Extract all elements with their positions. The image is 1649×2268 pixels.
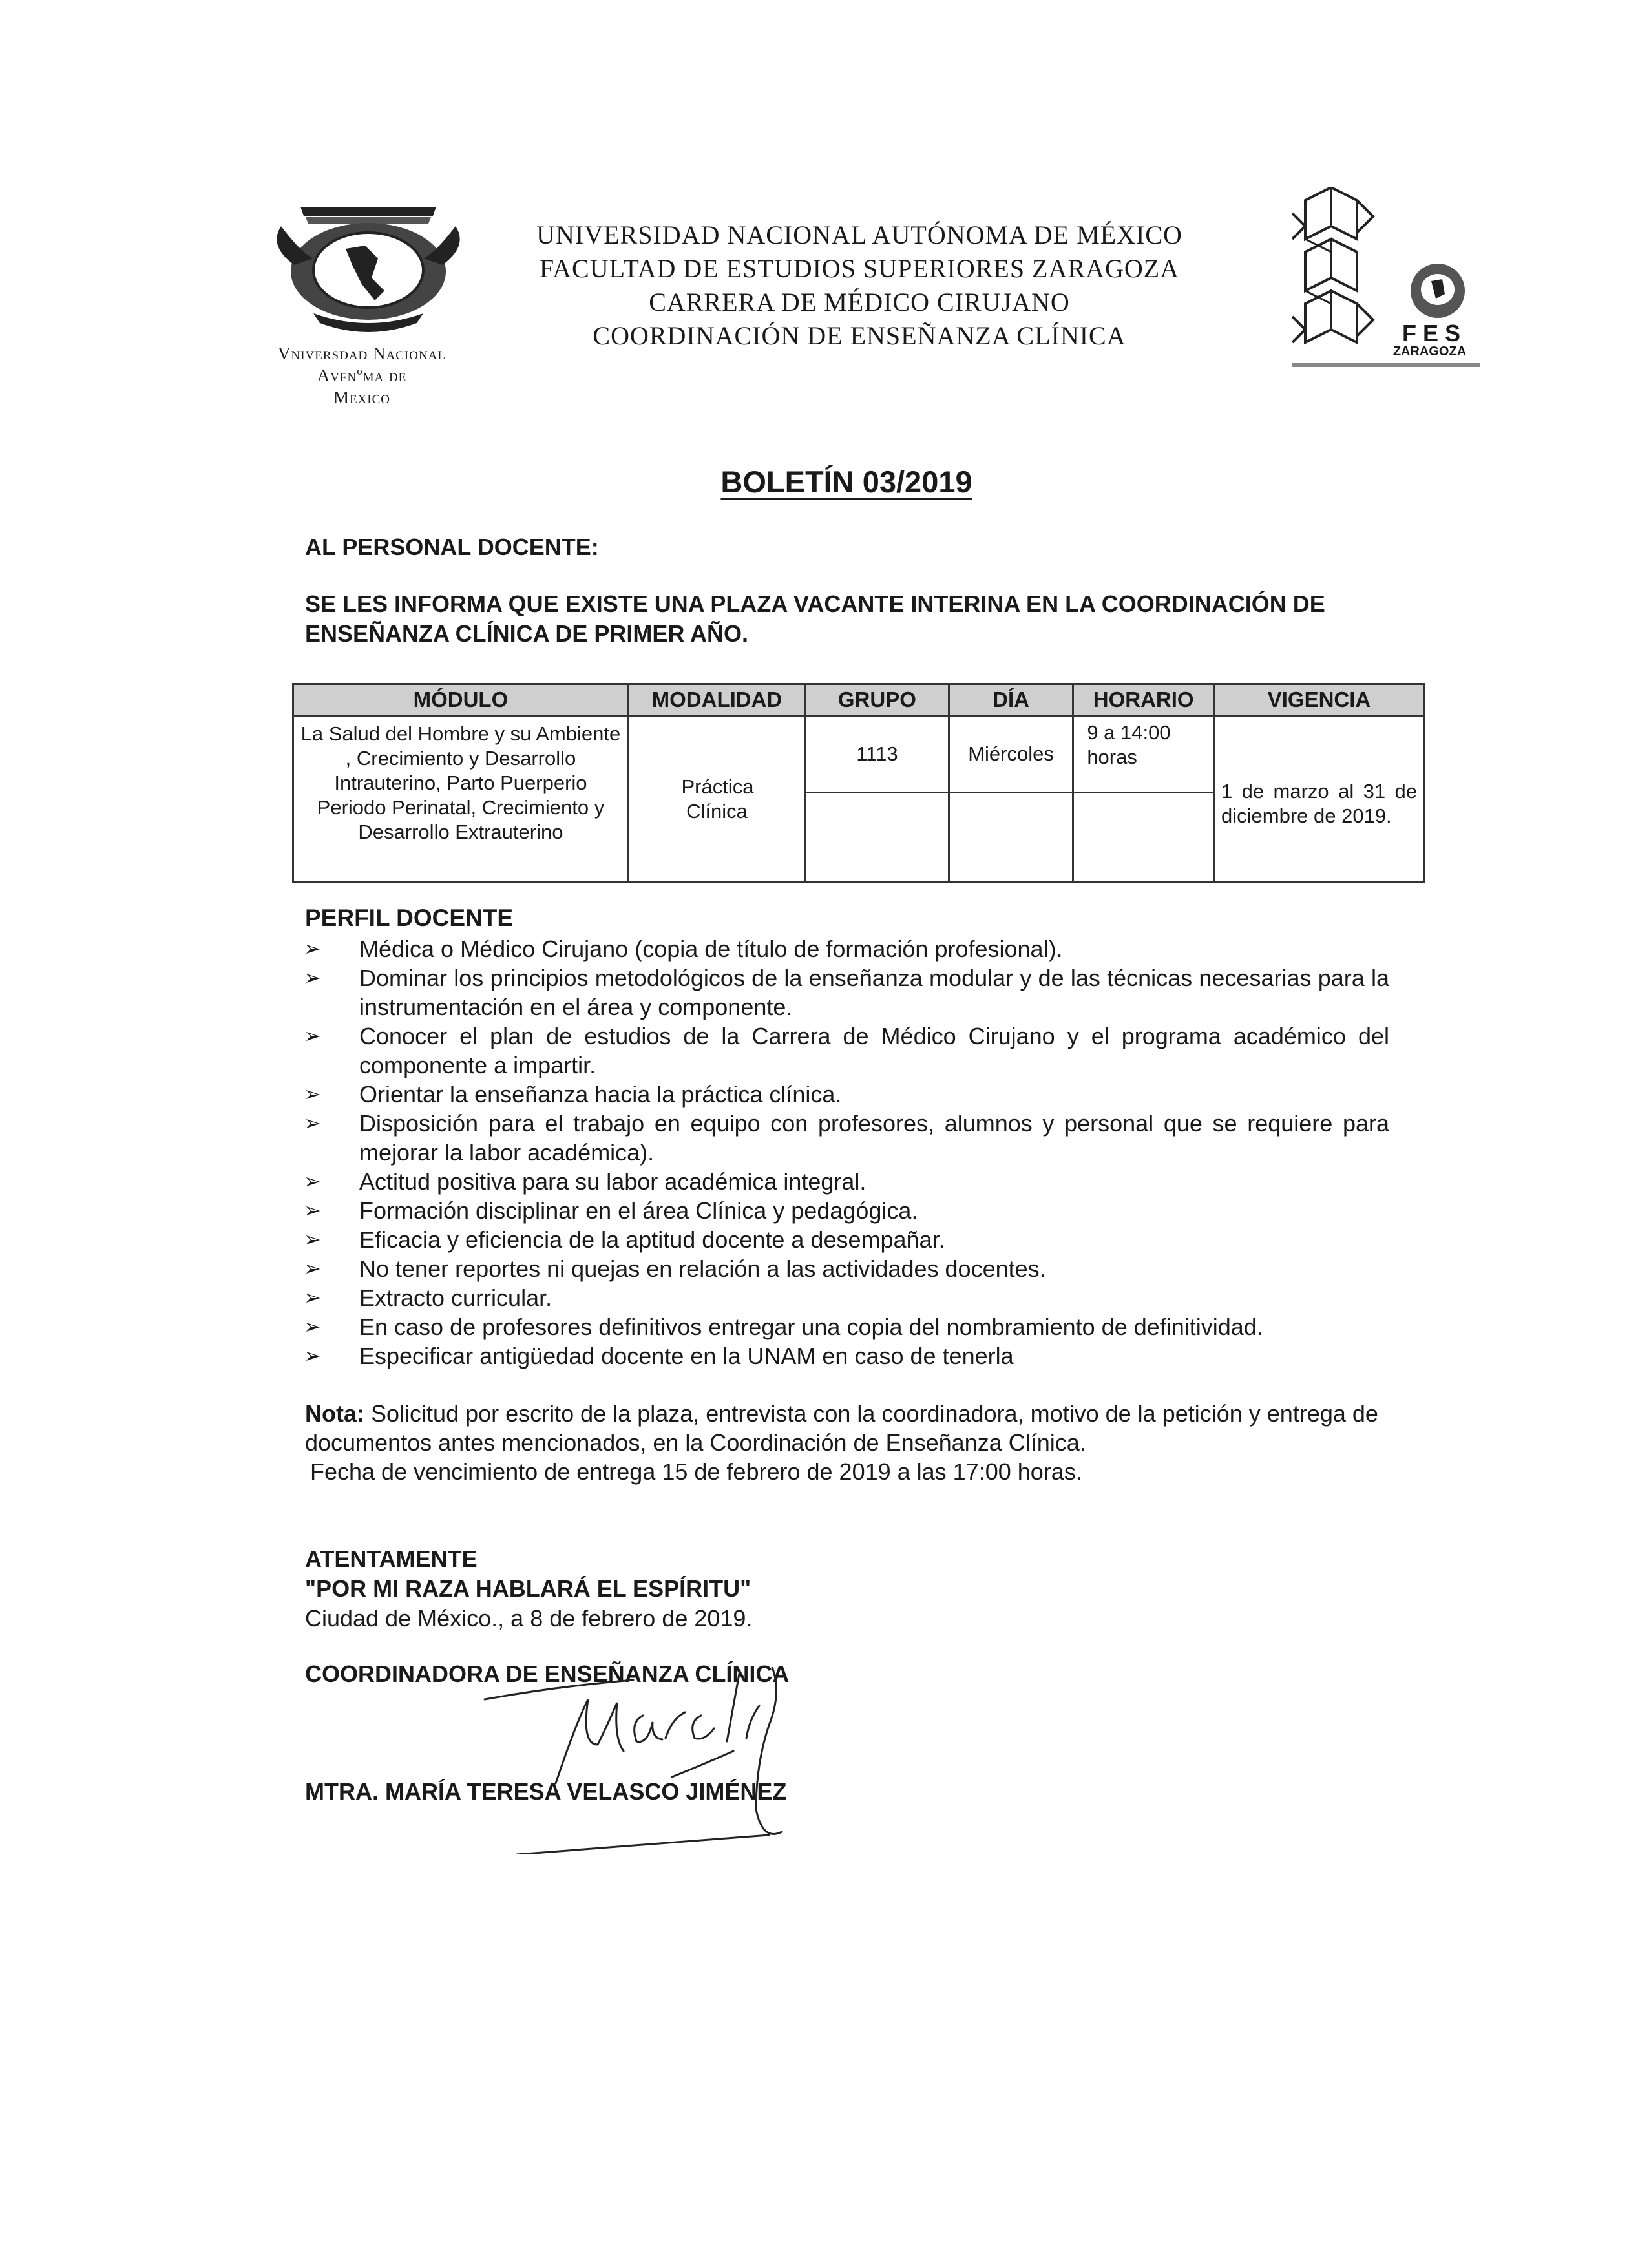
list-item-text: Extracto curricular.	[359, 1285, 552, 1311]
atentamente: ATENTAMENTE	[305, 1546, 478, 1572]
note-paragraph	[305, 1399, 1397, 1457]
header-line: COORDINACIÓN DE ENSEÑANZA CLÍNICA	[593, 321, 1126, 350]
lema: "POR MI RAZA HABLARÁ EL ESPÍRITU"	[305, 1575, 751, 1602]
note-deadline: Fecha de vencimiento de entrega 15 de febrero de 2019 a las 17:00 horas.	[310, 1458, 1082, 1485]
column-header-grupo: GRUPO	[806, 684, 949, 716]
zaragoza-label: ZARAGOZA	[1392, 344, 1467, 359]
cell-empty	[1073, 793, 1214, 883]
table-row	[293, 716, 1425, 793]
list-item-text: Conocer el plan de estudios de la Carrera de Médico Cirujano y el programa académico del componente a impartir.	[359, 1023, 1389, 1078]
bulletin-title: BOLETÍN 03/2019	[720, 465, 972, 499]
unam-motto	[246, 342, 478, 408]
list-item-text: Médica o Médico Cirujano (copia de título de formación profesional).	[359, 936, 1063, 962]
table-header-row	[293, 684, 1425, 716]
list-item-text: Actitud positiva para su labor académica integral.	[359, 1168, 867, 1195]
closing-block	[305, 1544, 752, 1633]
list-item	[304, 1109, 1389, 1167]
note-label: Nota:	[305, 1400, 364, 1427]
arrow-bullet-icon: ➢	[304, 937, 321, 960]
list-item	[304, 1254, 1389, 1283]
cell-empty	[949, 793, 1073, 883]
note-text: Solicitud por escrito de la plaza, entrevista con la coordinadora, motivo de la petición y entrega de documentos antes mencionados, en la Coordinación de Enseñanza Clínica.	[305, 1400, 1378, 1456]
cell-grupo: 1113	[806, 716, 949, 793]
column-header-vigencia: VIGENCIA	[1214, 684, 1425, 716]
arrow-bullet-icon: ➢	[304, 1344, 321, 1367]
place-date: Ciudad de México., a 8 de febrero de 2019.	[305, 1605, 753, 1632]
announcement: SE LES INFORMA QUE EXISTE UNA PLAZA VACANTE INTERINA EN LA COORDINACIÓN DE ENSEÑANZA CLÍNICA DE PRIMER AÑO.	[305, 591, 1325, 647]
cell-vigencia: 1 de marzo al 31 de diciembre de 2019.	[1214, 716, 1425, 883]
header-line: CARRERA DE MÉDICO CIRUJANO	[649, 288, 1070, 317]
list-item	[304, 963, 1389, 1022]
arrow-bullet-icon: ➢	[304, 1024, 321, 1047]
fes-label: FES	[1402, 320, 1467, 346]
list-item-text: Especificar antigüedad docente en la UNAM en caso de tenerla	[359, 1343, 1014, 1369]
greeting: AL PERSONAL DOCENTE:	[305, 534, 599, 560]
cell-empty	[806, 793, 949, 883]
list-item-text: Orientar la enseñanza hacia la práctica clínica.	[359, 1081, 842, 1108]
vacancy-table	[292, 683, 1425, 883]
horario-text: 9 a 14:00 horas	[1087, 721, 1171, 768]
arrow-bullet-icon: ➢	[304, 1170, 321, 1193]
cell-horario	[1073, 716, 1214, 793]
signer-name: MTRA. MARÍA TERESA VELASCO JIMÉNEZ	[305, 1778, 787, 1805]
list-item	[304, 1196, 1389, 1225]
institution-header	[504, 218, 1215, 353]
list-item	[304, 1341, 1389, 1370]
column-header-modulo: MÓDULO	[293, 684, 629, 716]
list-item	[304, 934, 1389, 963]
modalidad-text: Práctica Clínica	[681, 775, 754, 823]
list-item-text: Dominar los principios metodológicos de la enseñanza modular y de las técnicas necesarias para la instrumentación en el área y componente.	[359, 965, 1389, 1020]
profile-list	[304, 934, 1389, 1370]
handwritten-signature	[478, 1667, 827, 1854]
cell-dia: Miércoles	[949, 716, 1073, 793]
list-item-text: Formación disciplinar en el área Clínica y pedagógica.	[359, 1197, 918, 1224]
motto-line: Mexico	[333, 388, 391, 407]
profile-title: PERFIL DOCENTE	[305, 905, 514, 931]
arrow-bullet-icon: ➢	[304, 1286, 321, 1309]
signer-title: COORDINADORA DE ENSEÑANZA CLÍNICA	[305, 1661, 790, 1687]
arrow-bullet-icon: ➢	[304, 1199, 321, 1222]
list-item	[304, 1080, 1389, 1109]
arrow-bullet-icon: ➢	[304, 1111, 321, 1135]
list-item-text: En caso de profesores definitivos entregar una copia del nombramiento de definitividad.	[359, 1314, 1263, 1340]
arrow-bullet-icon: ➢	[304, 1082, 321, 1106]
list-item	[304, 1312, 1389, 1341]
arrow-bullet-icon: ➢	[304, 1228, 321, 1251]
column-header-modalidad: MODALIDAD	[628, 684, 805, 716]
header-line: UNIVERSIDAD NACIONAL AUTÓNOMA DE MÉXICO	[536, 220, 1182, 249]
list-item-text: No tener reportes ni quejas en relación a las actividades docentes.	[359, 1255, 1046, 1282]
cell-modalidad	[628, 716, 805, 883]
motto-line: Avfnºma de	[317, 366, 407, 385]
list-item	[304, 1283, 1389, 1312]
column-header-dia: DÍA	[949, 684, 1073, 716]
fes-zaragoza-logo	[1292, 187, 1480, 375]
column-header-horario: HORARIO	[1073, 684, 1214, 716]
list-item	[304, 1167, 1389, 1196]
note-block	[305, 1399, 1397, 1486]
list-item-text: Eficacia y eficiencia de la aptitud docente a desempañar.	[359, 1226, 945, 1253]
cell-modulo: La Salud del Hombre y su Ambiente , Crecimiento y Desarrollo Intrauterino, Parto Puerperio Periodo Perinatal, Crecimiento y Desarrollo Extrauterino	[293, 716, 629, 883]
list-item-text: Disposición para el trabajo en equipo con profesores, alumnos y personal que se requiere para mejorar la labor académica).	[359, 1110, 1389, 1166]
list-item	[304, 1022, 1389, 1080]
arrow-bullet-icon: ➢	[304, 1257, 321, 1280]
header-line: FACULTAD DE ESTUDIOS SUPERIORES ZARAGOZA	[539, 254, 1180, 283]
motto-line: Vniversdad Nacional	[277, 344, 446, 363]
list-item	[304, 1225, 1389, 1254]
arrow-bullet-icon: ➢	[304, 1315, 321, 1338]
arrow-bullet-icon: ➢	[304, 966, 321, 989]
